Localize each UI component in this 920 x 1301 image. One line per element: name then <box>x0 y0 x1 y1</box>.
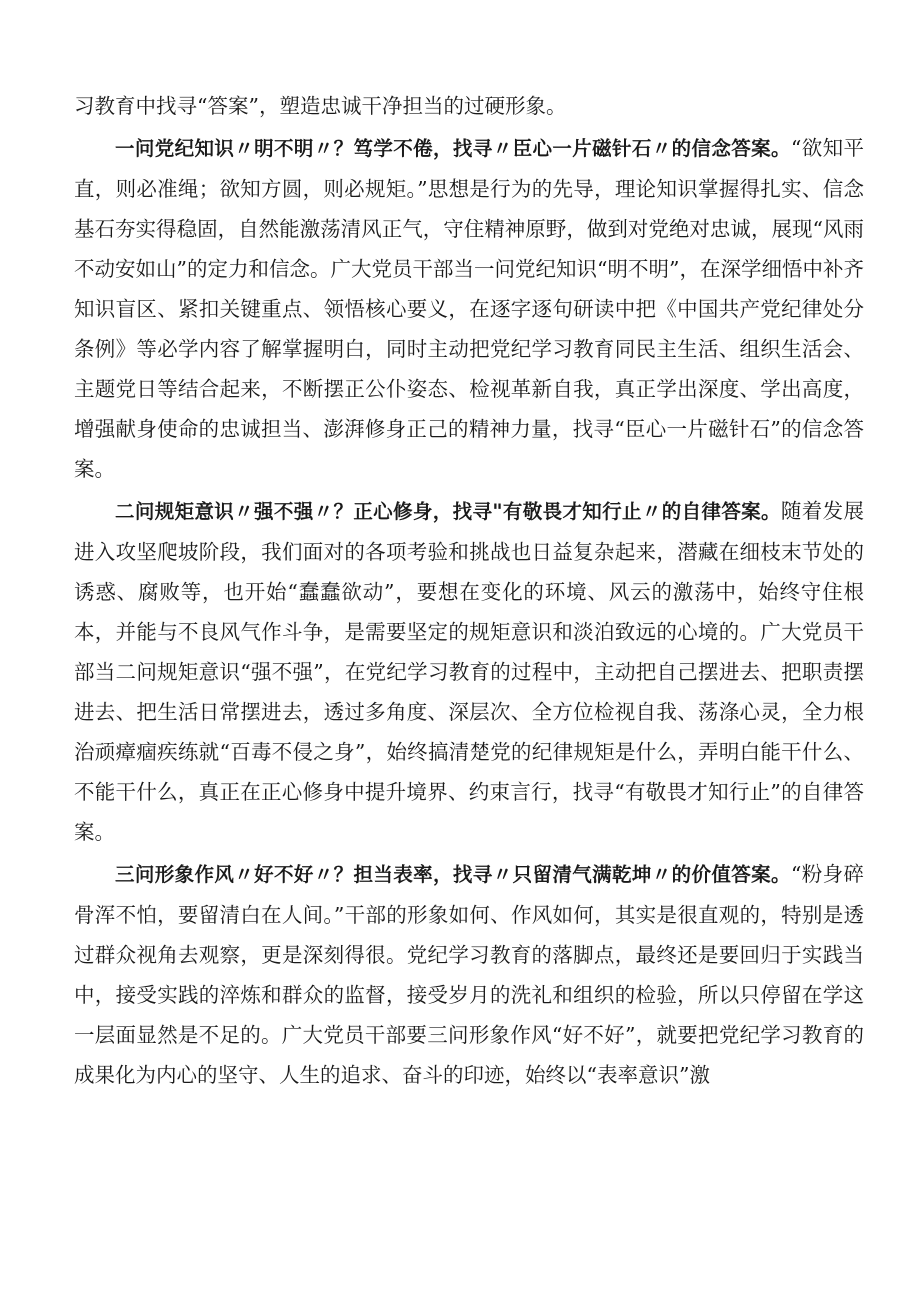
paragraph-one <box>74 128 864 489</box>
paragraph-two-heading: 二问规矩意识〃强不强〃？正心修身，找寻"有敬畏才知行止〃的自律答案。 <box>115 500 781 523</box>
paragraph-one-heading: 一问党纪知识〃明不明〃？笃学不倦，找寻〃臣心一片磁针石〃的信念答案。 <box>115 137 791 160</box>
paragraph-three-text: “粉身碎骨浑不怕，要留清白在人间。”干部的形象如何、作风如何，其实是很直观的，特别是透过群众视角去观察，更是深刻得很。党纪学习教育的落脚点，最终还是要回归于实践当中，接受实践的淬炼和群众的监督，接受岁月的洗礼和组织的检验，所以只停留在学这一层面显然是不足的。广大党员干部要三问形象作风“好不好”，就要把党纪学习教育的成果化为内心的坚守、人生的追求、奋斗的印迹，始终以“表率意识”激 <box>74 862 864 1087</box>
paragraph-three <box>74 854 864 1095</box>
document-page <box>74 86 864 1097</box>
paragraph-two <box>74 491 864 852</box>
paragraph-three-heading: 三问形象作风〃好不好〃？担当表率，找寻〃只留清气满乾坤〃的价值答案。 <box>115 863 791 886</box>
paragraph-intro <box>74 86 864 126</box>
paragraph-one-text: “欲知平直，则必准绳；欲知方圆，则必规矩。”思想是行为的先导，理论知识掌握得扎实、信念基石夯实得稳固，自然能激荡清风正气，守住精神原野，做到对党绝对忠诚，展现“风雨不动安如山”的定力和信念。广大党员干部当一问党纪知识“明不明”，在深学细悟中补齐知识盲区、紧扣关键重点、领悟核心要义，在逐字逐句研读中把《中国共产党纪律处分条例》等必学内容了解掌握明白，同时主动把党纪学习教育同民主生活、组织生活会、主题党日等结合起来，不断摆正公仆姿态、检视革新自我，真正学出深度、学出高度，增强献身使命的忠诚担当、澎湃修身正己的精神力量，找寻“臣心一片磁针石”的信念答案。 <box>74 136 864 481</box>
paragraph-intro-text: 习教育中找寻“答案”，塑造忠诚干净担当的过硬形象。 <box>74 94 567 118</box>
paragraph-two-text: 随着发展进入攻坚爬坡阶段，我们面对的各项考验和挑战也日益复杂起来，潜藏在细枝末节处的诱惑、腐败等，也开始“蠢蠢欲动”，要想在变化的环境、风云的激荡中，始终守住根本，并能与不良风气作斗争，是需要坚定的规矩意识和淡泊致远的心境的。广大党员干部当二问规矩意识“强不强”，在党纪学习教育的过程中，主动把自己摆进去、把职责摆进去、把生活日常摆进去，透过多角度、深层次、全方位检视自我、荡涤心灵，全力根治顽瘴痼疾练就“百毒不侵之身”，始终搞清楚党的纪律规矩是什么，弄明白能干什么、不能干什么，真正在正心修身中提升境界、约束言行，找寻“有敬畏才知行止”的自律答案。 <box>74 499 865 844</box>
